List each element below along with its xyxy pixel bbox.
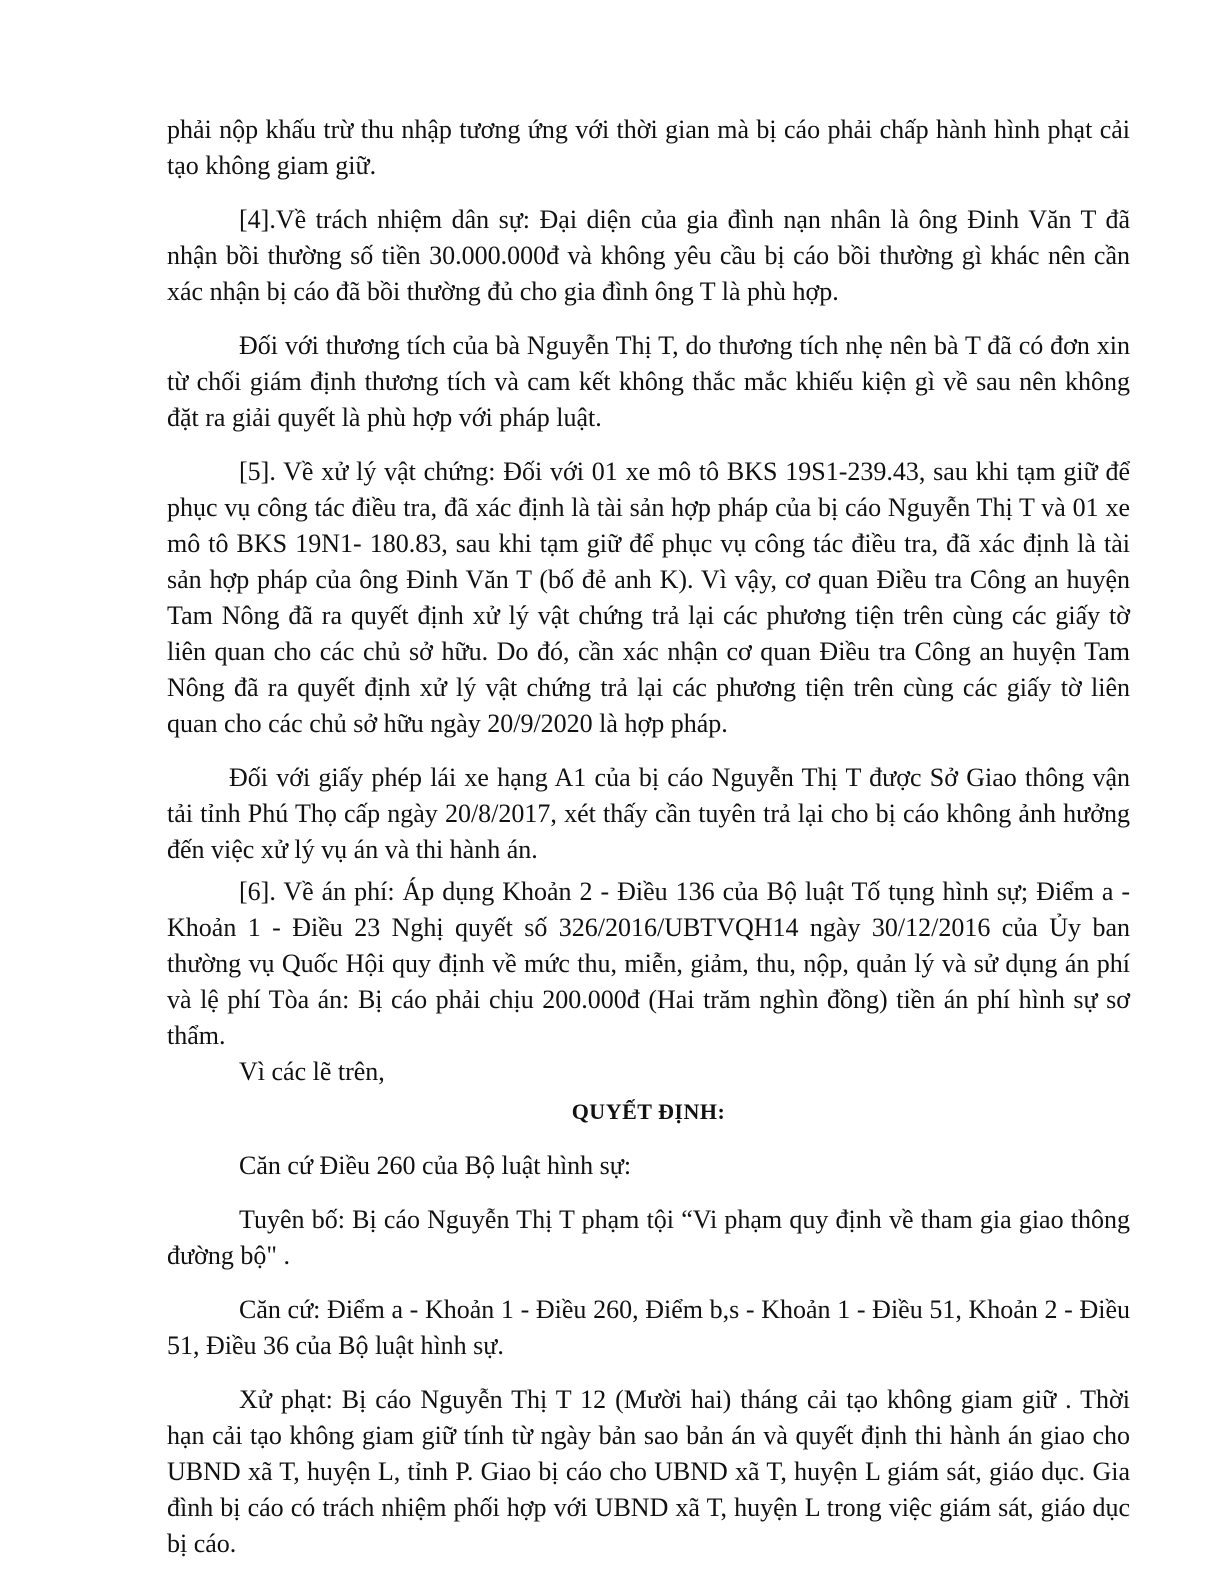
document-page: [167, 112, 1130, 1562]
paragraph-injury: Đối với thương tích của bà Nguyễn Thị T, do thương tích nhẹ nên bà T đã có đơn xin từ chối giám định thương tích và cam kết không thắc mắc khiếu kiện gì về sau nên không đặt ra giải quyết là phù hợp với pháp luật.: [167, 331, 1130, 432]
paragraph-driving-license: Đối với giấy phép lái xe hạng A1 của bị cáo Nguyễn Thị T được Sở Giao thông vận tải tỉnh Phú Thọ cấp ngày 20/8/2017, xét thấy cần tuyên trả lại cho bị cáo không ảnh hưởng đến việc xử lý vụ án và thi hành án.: [167, 763, 1130, 864]
paragraph-court-fee: [6]. Về án phí: Áp dụng Khoản 2 - Điều 136 của Bộ luật Tố tụng hình sự; Điểm a - Khoản 1 - Điều 23 Nghị quyết số 326/2016/UBTVQH14 ngày 30/12/2016 của Ủy ban thường vụ Quốc Hội quy định về mức thu, miễn, giảm, thu, nộp, quản lý và sử dụng án phí và lệ phí Tòa án: Bị cáo phải chịu 200.000đ (Hai trăm nghìn đồng) tiền án phí hình sự sơ thẩm.: [167, 877, 1130, 1050]
paragraph-articles: Căn cứ: Điểm a - Khoản 1 - Điều 260, Điểm b,s - Khoản 1 - Điều 51, Khoản 2 - Điều 51, Điều 36 của Bộ luật hình sự.: [167, 1295, 1130, 1360]
paragraph-declaration: Tuyên bố: Bị cáo Nguyễn Thị T phạm tội “Vi phạm quy định về tham gia giao thông đường bộ" .: [167, 1205, 1130, 1270]
paragraph-evidence: [5]. Về xử lý vật chứng: Đối với 01 xe mô tô BKS 19S1-239.43, sau khi tạm giữ để phục vụ công tác điều tra, đã xác định là tài sản hợp pháp của bị cáo Nguyễn Thị T và 01 xe mô tô BKS 19N1- 180.83, sau khi tạm giữ để phục vụ công tác điều tra, đã xác định là tài sản hợp pháp của ông Đinh Văn T (bố đẻ anh K). Vì vậy, cơ quan Điều tra Công an huyện Tam Nông đã ra quyết định xử lý vật chứng trả lại các phương tiện trên cùng các giấy tờ liên quan cho các chủ sở hữu. Do đó, cần xác nhận cơ quan Điều tra Công an huyện Tam Nông đã ra quyết định xử lý vật chứng trả lại các phương tiện trên cùng các giấy tờ liên quan cho các chủ sở hữu ngày 20/9/2020 là hợp pháp.: [167, 457, 1130, 738]
paragraph-sentence: Xử phạt: Bị cáo Nguyễn Thị T 12 (Mười hai) tháng cải tạo không giam giữ . Thời hạn cải tạo không giam giữ tính từ ngày bản sao bản án và quyết định thi hành án giao cho UBND xã T, huyện L, tỉnh P. Giao bị cáo cho UBND xã T, huyện L giám sát, giáo dục. Gia đình bị cáo có trách nhiệm phối hợp với UBND xã T, huyện L trong việc giám sát, giáo dục bị cáo.: [167, 1385, 1130, 1558]
paragraph-legal-basis: Căn cứ Điều 260 của Bộ luật hình sự:: [239, 1151, 632, 1180]
paragraph-reasons: Vì các lẽ trên,: [239, 1057, 385, 1086]
decision-heading: QUYẾT ĐỊNH:: [571, 1099, 726, 1124]
paragraph-continuation: phải nộp khấu trừ thu nhập tương ứng với thời gian mà bị cáo phải chấp hành hình phạt cải tạo không giam giữ.: [167, 115, 1130, 180]
paragraph-civil-liability: [4].Về trách nhiệm dân sự: Đại diện của gia đình nạn nhân là ông Đinh Văn T đã nhận bồi thường số tiền 30.000.000đ và không yêu cầu bị cáo bồi thường gì khác nên cần xác nhận bị cáo đã bồi thường đủ cho gia đình ông T là phù hợp.: [167, 205, 1130, 306]
